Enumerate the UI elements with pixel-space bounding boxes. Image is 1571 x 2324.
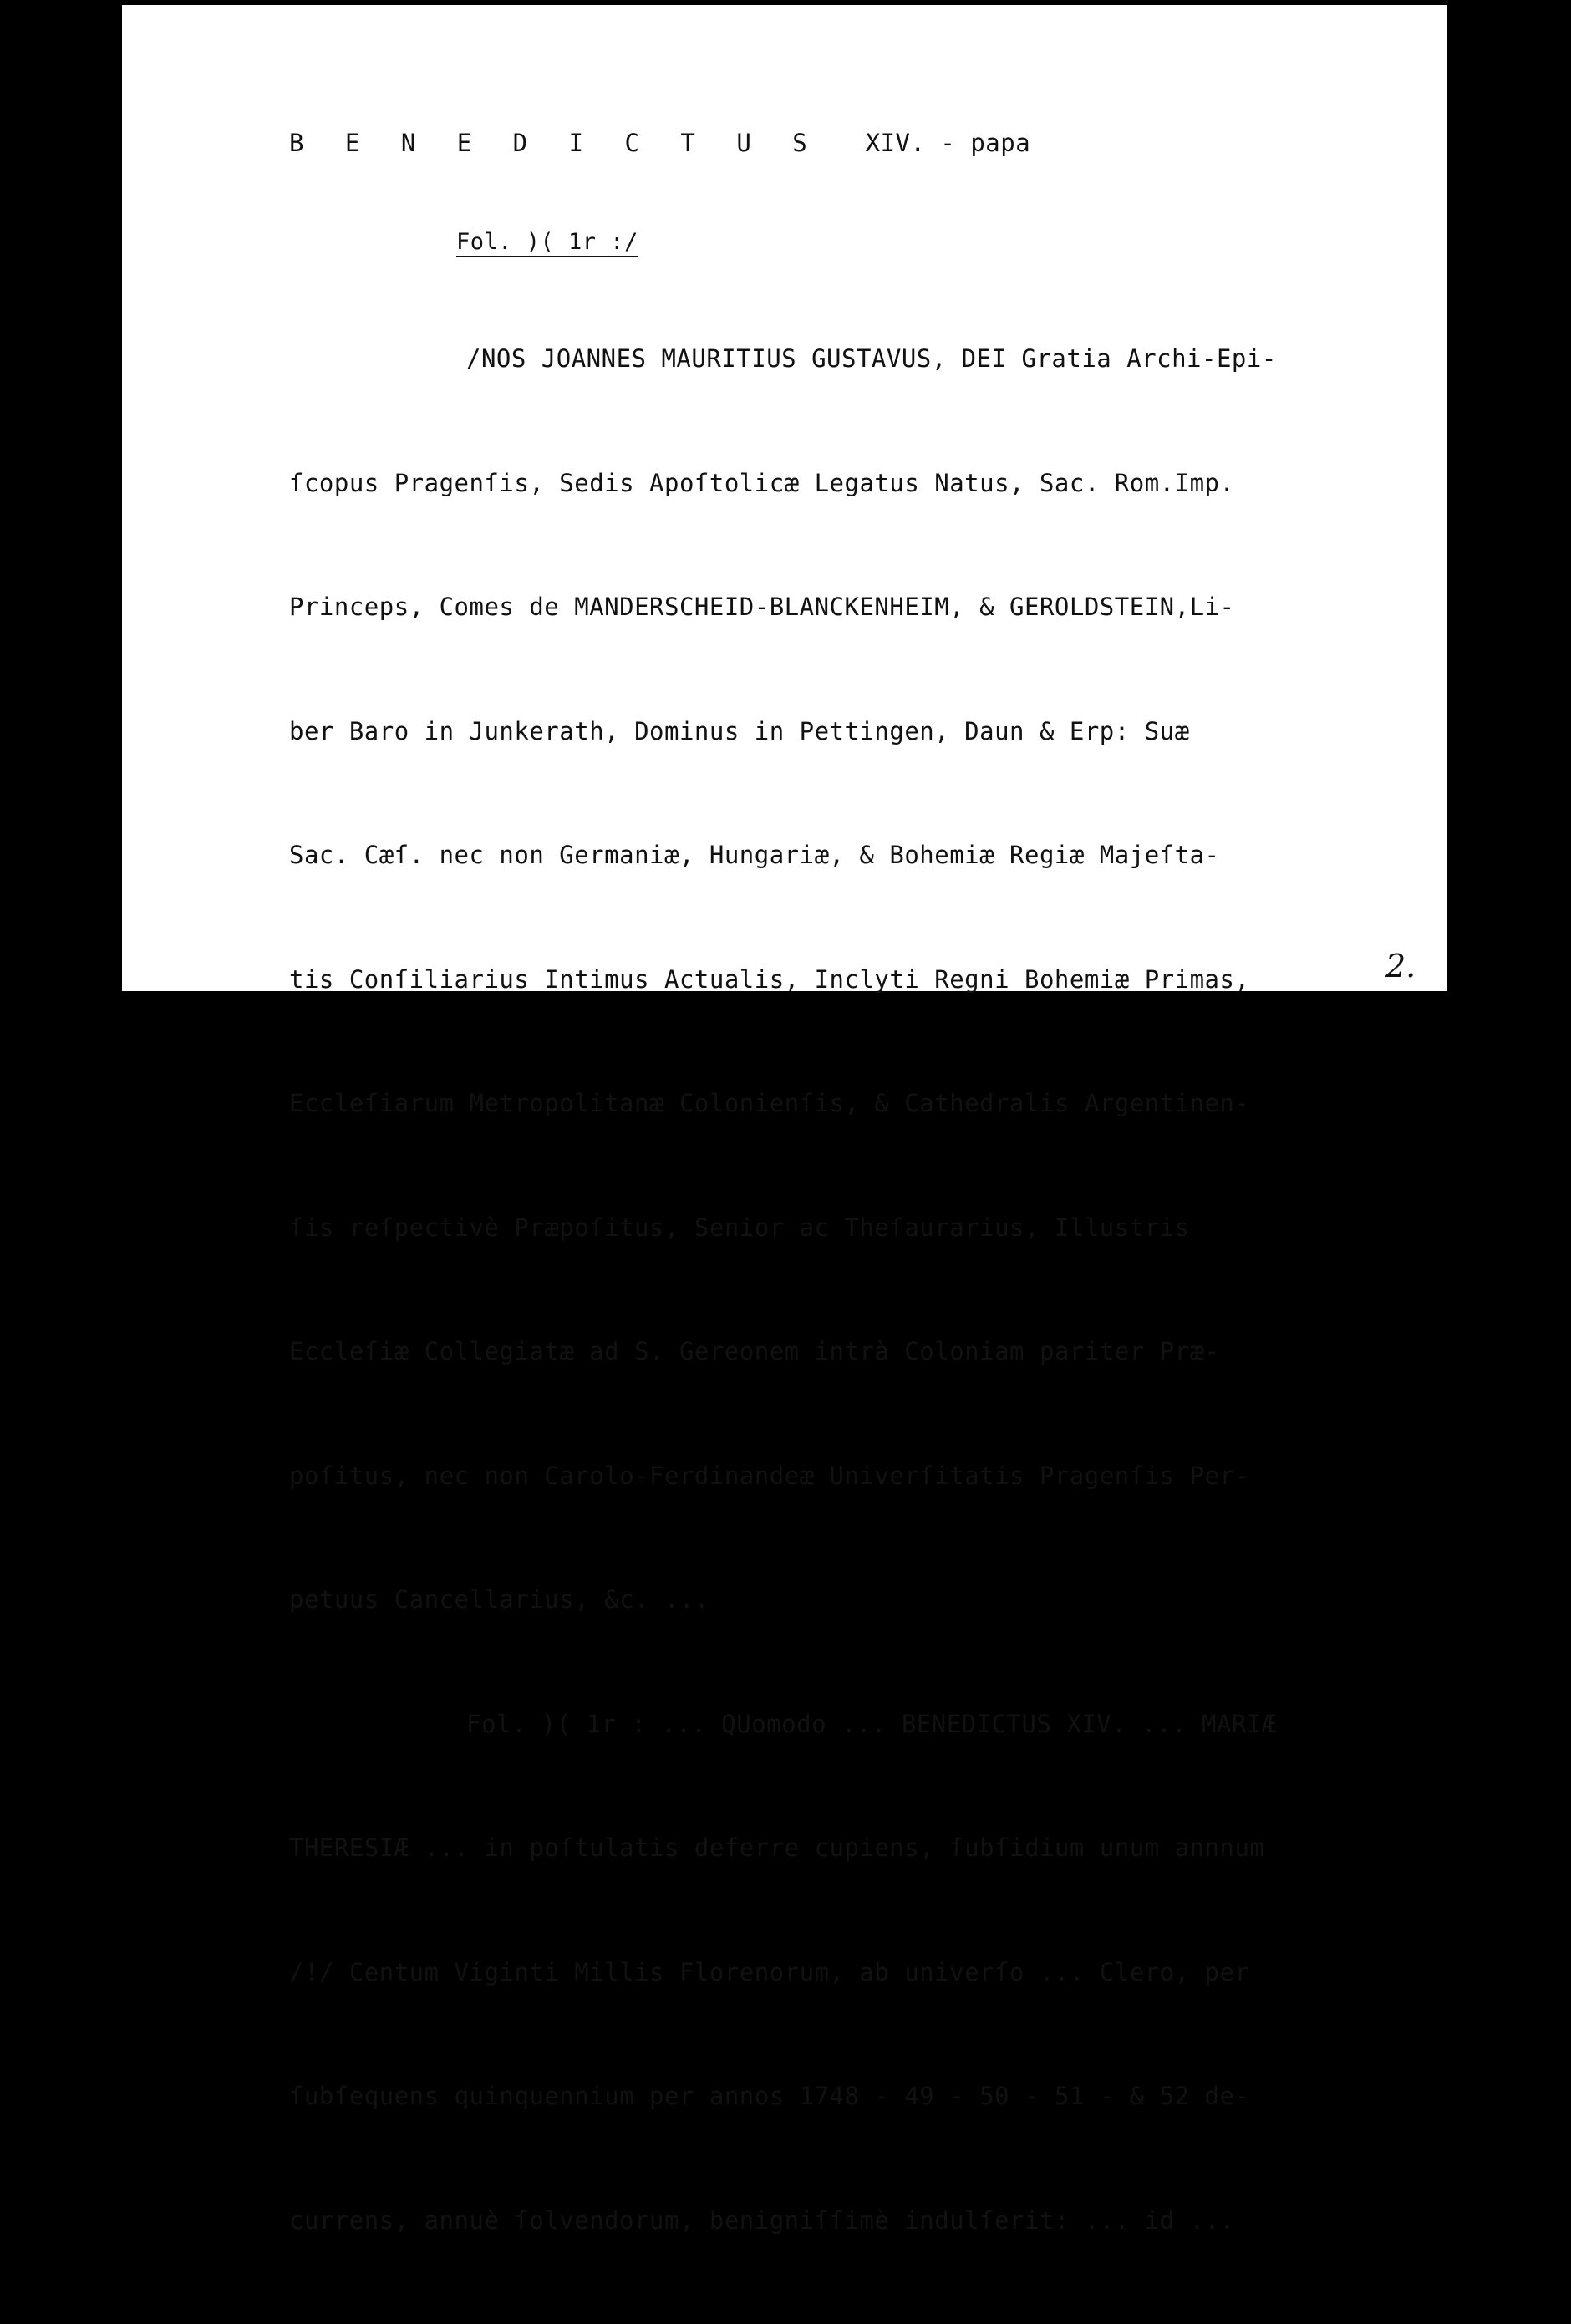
- heading-rest: XIV. - papa: [865, 129, 1031, 157]
- text-line: ſis reſpectivè Præpoſitus, Senior ac Theſaurarius, Illustris: [289, 1213, 1190, 1242]
- text-line: Princeps, Comes de MANDERSCHEID-BLANCKENHEIM, & GEROLDSTEIN,Li-: [289, 592, 1235, 621]
- text-line: poſitus, nec non Carolo-Ferdinandeæ Univerſitatis Pragenſis Per-: [289, 1461, 1250, 1490]
- folio-mark-text: Fol. )( 1r :/: [456, 229, 638, 257]
- text-line: ſubſequens quinquennium per annos 1748 - 49 - 50 - 51 - & 52 de-: [289, 2082, 1250, 2110]
- text-line: [289, 1704, 1277, 1746]
- text-line: tis Conſiliarius Intimus Actualis, Inclyti Regni Bohemiæ Primas,: [289, 964, 1250, 994]
- text-line: ber Baro in Junkerath, Dominus in Pettingen, Daun & Erp: Suæ: [289, 716, 1190, 745]
- text-line: THERESIÆ ... in poſtulatis deferre cupiens, ſubſidium unum annnum: [289, 1833, 1265, 1862]
- document-heading: [289, 129, 1030, 157]
- text-line: currens, annuè ſolvendorum, benigniſſimè indulſerit: ... id ...: [289, 2205, 1235, 2235]
- document-body: [289, 256, 1277, 2324]
- folio-mark: [456, 229, 638, 255]
- text-line: petuus Cancellarius, &c. ...: [289, 1585, 709, 1614]
- text-line: [289, 338, 1277, 380]
- document-page: [122, 5, 1447, 2235]
- text-line-content: Fol. )( 1r : ... QUomodo ... BENEDICTUS XIV. ... MARIÆ: [466, 1709, 1277, 1738]
- text-line: /!/ Centum Viginti Millis Florenorum, ab univerſo ... Clero, per: [289, 1957, 1250, 1986]
- page-number: 2.: [1385, 948, 1416, 984]
- text-line: Sac. Cæſ. nec non Germaniæ, Hungariæ, & Bohemiæ Regiæ Majeſta-: [289, 841, 1220, 869]
- text-line: Eccleſiæ Collegiatæ ad S. Gereonem intrà Coloniam pariter Præ-: [289, 1337, 1220, 1365]
- text-line-content: /NOS JOANNES MAURITIUS GUSTAVUS, DEI Gratia Archi-Epi-: [466, 344, 1277, 373]
- heading-name: B E N E D I C T U S: [289, 129, 821, 157]
- text-line: Eccleſiarum Metropolitanæ Colonienſis, & Cathedralis Argentinen-: [289, 1089, 1250, 1117]
- text-line: ſcopus Pragenſis, Sedis Apoſtolicæ Legatus Natus, Sac. Rom.Imp.: [289, 468, 1235, 497]
